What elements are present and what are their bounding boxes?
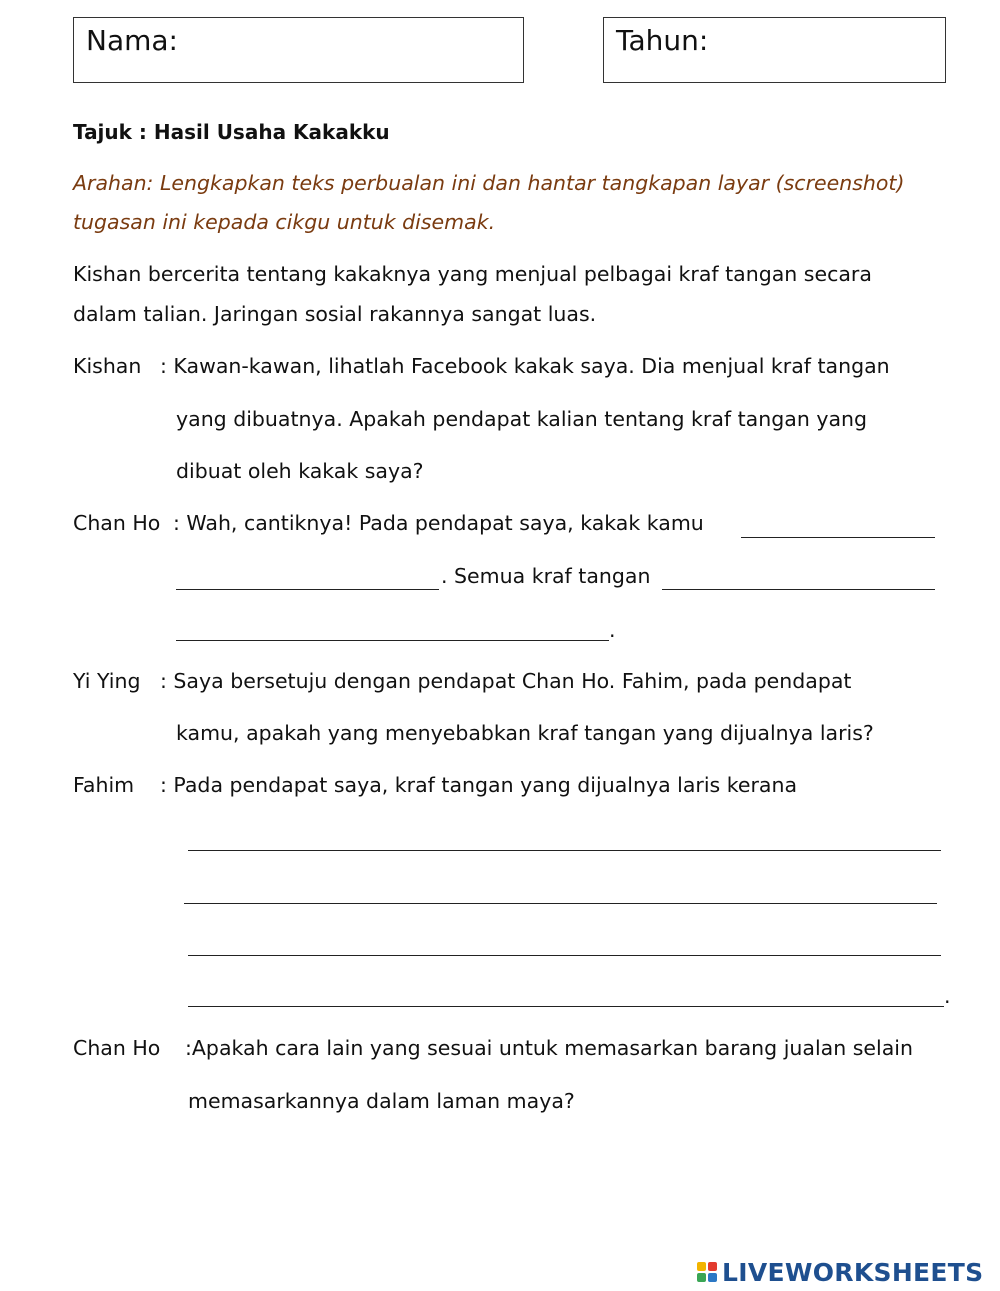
year-box[interactable] — [603, 17, 946, 83]
chanho-line-2: . Semua kraf tangan — [441, 564, 651, 588]
chanho2-line-2: memasarkannya dalam laman maya? — [188, 1089, 575, 1113]
answer-line-3[interactable] — [188, 955, 941, 956]
yiying-line-1: : Saya bersetuju dengan pendapat Chan Ho. Fahim, pada pendapat — [160, 669, 852, 693]
answer-line-2[interactable] — [184, 903, 937, 904]
liveworksheets-logo-text: LIVEWORKSHEETS — [722, 1257, 984, 1287]
kishan-line-2: yang dibuatnya. Apakah pendapat kalian tentang kraf tangan yang — [176, 407, 868, 431]
chanho2-line-1: :Apakah cara lain yang sesuai untuk memasarkan barang jualan selain — [185, 1036, 913, 1060]
instruction-line-2: tugasan ini kepada cikgu untuk disemak. — [73, 210, 496, 234]
chanho-line-3-end: . — [609, 618, 616, 642]
answer-line-1[interactable] — [188, 850, 941, 851]
worksheet-title: Tajuk : Hasil Usaha Kakakku — [73, 120, 390, 144]
liveworksheets-logo-icon — [697, 1262, 717, 1282]
answer-blank-4[interactable] — [176, 640, 609, 641]
name-label: Nama: — [86, 24, 178, 57]
intro-line-2: dalam talian. Jaringan sosial rakannya sangat luas. — [73, 302, 597, 326]
answer-line-4[interactable] — [188, 1006, 944, 1007]
speaker-chan-ho-2: Chan Ho — [73, 1036, 161, 1060]
fahim-end-period: . — [944, 984, 951, 1008]
year-label: Tahun: — [616, 24, 709, 57]
chanho-line-1: : Wah, cantiknya! Pada pendapat saya, kakak kamu — [173, 511, 704, 535]
name-box[interactable] — [73, 17, 524, 83]
fahim-line-1: : Pada pendapat saya, kraf tangan yang dijualnya laris kerana — [160, 773, 798, 797]
speaker-kishan: Kishan — [73, 354, 142, 378]
speaker-yi-ying: Yi Ying — [73, 669, 141, 693]
instruction-line-1: Arahan: Lengkapkan teks perbualan ini dan hantar tangkapan layar (screenshot) — [73, 171, 905, 195]
intro-line-1: Kishan bercerita tentang kakaknya yang menjual pelbagai kraf tangan secara — [73, 262, 872, 286]
liveworksheets-logo[interactable] — [697, 1257, 983, 1287]
answer-blank-3[interactable] — [662, 589, 935, 590]
speaker-chan-ho: Chan Ho — [73, 511, 161, 535]
speaker-fahim: Fahim — [73, 773, 135, 797]
kishan-line-1: : Kawan-kawan, lihatlah Facebook kakak saya. Dia menjual kraf tangan — [160, 354, 890, 378]
yiying-line-2: kamu, apakah yang menyebabkan kraf tangan yang dijualnya laris? — [176, 721, 874, 745]
answer-blank-1[interactable] — [741, 537, 935, 538]
kishan-line-3: dibuat oleh kakak saya? — [176, 459, 424, 483]
answer-blank-2[interactable] — [176, 589, 439, 590]
